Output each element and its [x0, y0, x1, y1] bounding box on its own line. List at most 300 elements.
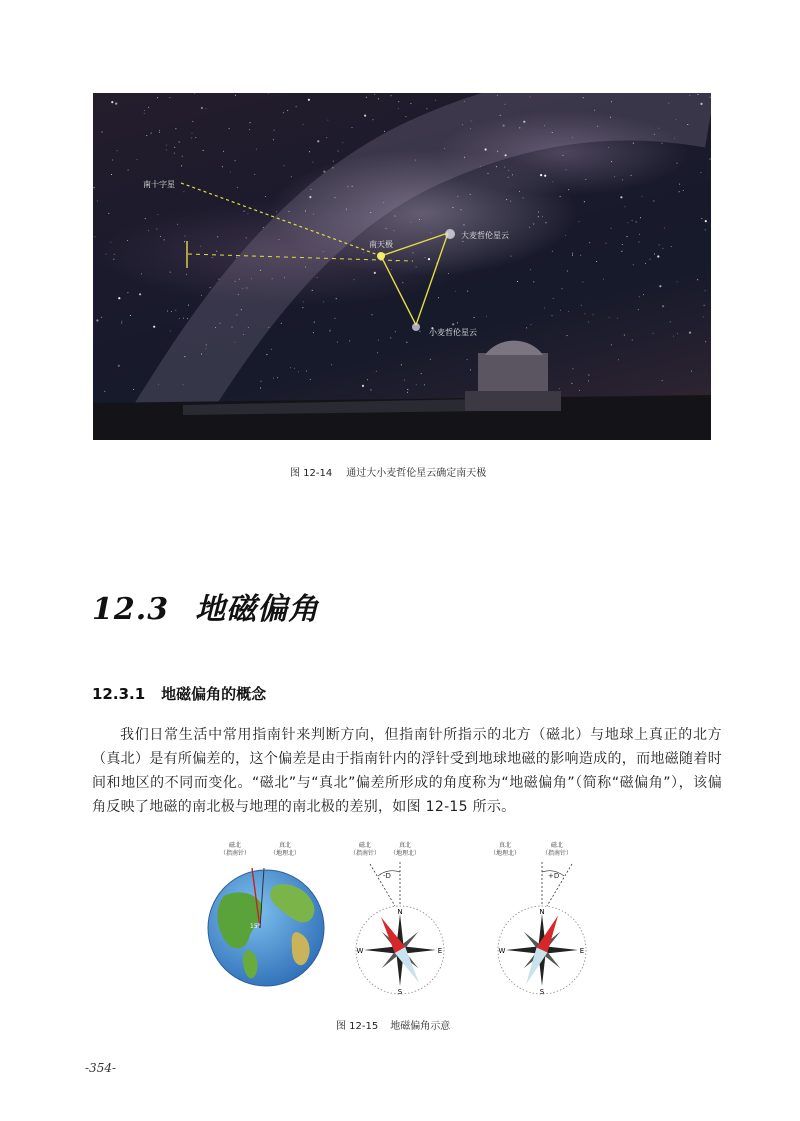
star	[679, 184, 680, 185]
star	[166, 145, 167, 146]
star	[407, 392, 408, 393]
compass-right-label-a-text: 真北	[499, 842, 512, 849]
star	[291, 176, 292, 177]
star	[639, 234, 640, 235]
star	[657, 255, 659, 257]
star	[617, 318, 618, 319]
star	[157, 97, 158, 98]
star	[488, 173, 489, 174]
globe-label-magnetic-north	[220, 842, 250, 858]
star	[378, 340, 379, 341]
star	[317, 140, 319, 142]
star	[111, 101, 113, 103]
star	[273, 139, 274, 140]
star	[367, 379, 368, 380]
star	[235, 95, 236, 96]
figure-number: 图 12-15	[336, 1021, 379, 1032]
star	[670, 321, 671, 322]
star	[330, 330, 331, 331]
star	[572, 253, 573, 254]
compass-right-n: N	[539, 908, 545, 916]
star	[246, 237, 247, 238]
star	[679, 191, 680, 192]
smc-cloud	[412, 323, 420, 331]
compass-right-e: E	[579, 947, 585, 955]
star	[186, 274, 187, 275]
star	[254, 174, 255, 175]
star	[236, 257, 237, 258]
star	[310, 379, 311, 380]
star	[603, 279, 604, 280]
star	[353, 279, 354, 280]
star	[108, 213, 109, 214]
globe-illustration	[204, 866, 328, 990]
star	[533, 281, 534, 282]
star	[580, 255, 581, 256]
star	[671, 246, 672, 247]
star	[470, 194, 471, 195]
star	[395, 331, 396, 332]
star	[632, 340, 633, 341]
star	[195, 137, 196, 138]
star	[97, 200, 98, 201]
star	[94, 187, 95, 188]
star	[174, 153, 175, 154]
sky-overlay	[93, 93, 711, 440]
star	[188, 305, 189, 306]
compass-left-magnetic-line	[370, 864, 395, 906]
page-number: -354-	[85, 1061, 117, 1075]
lmc-cloud	[445, 229, 455, 239]
star	[303, 124, 304, 125]
globe-label-true-north	[270, 842, 300, 858]
star	[526, 327, 527, 328]
compass-left-w: W	[356, 947, 364, 955]
star	[185, 236, 186, 237]
star	[523, 198, 524, 199]
star	[662, 305, 664, 307]
star	[560, 310, 561, 311]
star	[309, 151, 310, 152]
star	[334, 318, 335, 319]
star	[327, 120, 328, 121]
star	[455, 291, 456, 292]
star	[374, 94, 375, 95]
star	[144, 110, 145, 111]
star	[179, 318, 180, 319]
star	[194, 93, 195, 94]
star	[461, 209, 462, 210]
star	[448, 273, 449, 274]
star	[636, 222, 637, 223]
star	[645, 263, 646, 264]
star	[212, 257, 213, 258]
star	[664, 228, 665, 229]
globe-angle: 15°	[250, 923, 261, 930]
star	[638, 242, 639, 243]
night-sky-photo	[93, 93, 711, 440]
star	[486, 316, 487, 317]
star	[426, 108, 427, 109]
star	[102, 132, 103, 133]
star	[333, 161, 334, 162]
star	[579, 390, 580, 391]
star	[584, 313, 585, 314]
star	[654, 254, 655, 255]
star	[370, 390, 371, 391]
star	[567, 335, 568, 336]
star	[705, 220, 707, 222]
star	[113, 259, 114, 260]
star	[235, 160, 236, 161]
star	[419, 219, 420, 220]
compass-right-label-a-sub: （地理北）	[490, 850, 521, 857]
star	[210, 287, 211, 288]
star	[538, 212, 539, 213]
star	[201, 107, 203, 109]
star	[582, 282, 583, 283]
compass-right	[492, 862, 592, 1002]
star	[174, 147, 175, 148]
star	[608, 147, 609, 148]
star	[560, 196, 561, 197]
star	[101, 317, 102, 318]
star	[170, 331, 171, 332]
figure-12-14-caption	[290, 464, 486, 479]
star	[529, 227, 530, 228]
compass-right-s: S	[539, 988, 545, 996]
smc-line	[381, 256, 416, 325]
star	[175, 310, 176, 311]
star	[391, 95, 392, 96]
star	[622, 244, 623, 245]
compass-left-s: S	[397, 988, 403, 996]
star	[407, 389, 408, 390]
star	[303, 301, 304, 302]
star	[710, 159, 711, 160]
star	[342, 142, 343, 143]
star	[611, 228, 612, 229]
compass-right-label-b-text: 磁北	[551, 842, 564, 849]
star	[533, 224, 534, 225]
star	[566, 169, 567, 170]
star	[552, 315, 553, 316]
star	[137, 159, 138, 160]
star	[337, 342, 338, 343]
star	[588, 375, 589, 376]
star	[117, 150, 118, 151]
compass-left-label-a-sub: （指南针）	[350, 850, 381, 857]
star	[203, 150, 204, 151]
star	[430, 232, 431, 233]
star	[265, 196, 266, 197]
star	[281, 323, 282, 324]
star	[378, 98, 379, 99]
lmc-smc-line	[416, 233, 448, 325]
star	[94, 236, 95, 237]
star	[184, 241, 185, 242]
star	[146, 135, 147, 136]
star	[544, 175, 546, 177]
star	[474, 317, 475, 318]
star	[581, 305, 582, 306]
star	[390, 337, 391, 338]
star	[705, 290, 706, 291]
star	[627, 236, 628, 237]
star	[398, 108, 399, 109]
star	[183, 318, 184, 319]
star	[372, 314, 373, 315]
star	[584, 201, 585, 202]
star	[410, 103, 411, 104]
star	[425, 257, 426, 258]
star	[530, 269, 531, 270]
star	[430, 359, 431, 360]
star	[568, 189, 569, 190]
star	[642, 196, 643, 197]
star	[411, 222, 412, 223]
star	[373, 119, 374, 120]
subsection-title-text: 地磁偏角的概念	[161, 685, 267, 703]
star	[405, 116, 406, 117]
star	[435, 100, 436, 101]
star	[287, 110, 288, 111]
star	[260, 388, 261, 389]
star	[294, 368, 295, 369]
star	[276, 211, 277, 212]
star	[296, 106, 297, 107]
star	[398, 101, 399, 102]
star	[302, 307, 303, 308]
star	[546, 222, 547, 223]
star	[653, 333, 654, 334]
star	[314, 322, 315, 323]
star	[384, 131, 385, 132]
star	[331, 364, 332, 365]
star	[470, 369, 471, 370]
star	[374, 272, 376, 274]
star	[223, 151, 224, 152]
star	[611, 161, 612, 162]
star	[511, 256, 512, 257]
star	[96, 319, 98, 321]
star	[614, 176, 615, 177]
star	[643, 294, 644, 295]
star	[230, 171, 231, 172]
star	[273, 378, 274, 379]
star	[148, 230, 149, 231]
star	[144, 113, 145, 114]
star	[701, 218, 702, 219]
star	[691, 371, 692, 372]
star	[589, 242, 590, 243]
star	[662, 143, 663, 144]
star	[386, 228, 387, 229]
star	[517, 281, 518, 282]
star	[571, 383, 572, 384]
star	[352, 127, 353, 128]
star	[349, 340, 350, 341]
star	[187, 318, 188, 319]
star	[200, 246, 201, 247]
subsection-title	[92, 683, 266, 704]
star	[640, 217, 641, 218]
star	[169, 97, 170, 98]
compass-right-label-b-sub: （指南针）	[542, 850, 573, 857]
star	[271, 349, 272, 350]
star	[366, 97, 367, 98]
star	[588, 380, 589, 381]
star	[562, 155, 563, 156]
star	[662, 380, 663, 381]
compass-left-label-b	[390, 842, 420, 858]
star	[182, 156, 183, 157]
star	[141, 273, 142, 274]
star	[419, 331, 420, 332]
body-paragraph: 我们日常生活中常用指南针来判断方向，但指南针所指示的北方（磁北）与地球上真正的北方（真北）是有所偏差的，这个偏差是由于指南针内的浮针受到地球地磁的影响造成的，而地磁随着时间和地区的不同而变化。“磁北”与“真北”偏差所形成的角度称为“地磁偏角”（简称“磁偏角”），该偏角反映了地磁的南北极与地理的南北极的差别，如图 12-15 所示。	[92, 727, 722, 815]
star	[572, 368, 573, 369]
figure-12-15	[200, 836, 620, 1006]
star	[504, 167, 505, 168]
star	[404, 380, 405, 381]
star	[413, 252, 414, 253]
label-lmc: 大麦哲伦星云	[461, 231, 509, 240]
star	[179, 142, 180, 143]
star	[247, 213, 248, 214]
star	[104, 391, 105, 392]
star	[578, 221, 579, 222]
south-pole-marker	[377, 252, 385, 260]
star	[329, 331, 330, 332]
star	[593, 314, 594, 315]
compass-right-w: W	[498, 947, 506, 955]
star	[424, 384, 425, 385]
compass-left-label-a-text: 磁北	[359, 842, 372, 849]
star	[167, 311, 168, 312]
compass-right-label-b	[542, 842, 572, 858]
star	[609, 317, 610, 318]
compass-left-n: N	[397, 908, 403, 916]
observatory-dome	[485, 341, 543, 355]
star	[552, 181, 553, 182]
star	[406, 342, 407, 343]
star	[467, 359, 468, 360]
star	[127, 292, 128, 293]
star	[506, 199, 507, 200]
star	[677, 281, 678, 282]
star	[283, 165, 284, 166]
star	[171, 311, 172, 312]
star	[611, 344, 612, 345]
star	[205, 108, 206, 109]
section-title	[92, 584, 319, 628]
compass-right-angle: +D	[548, 872, 560, 880]
star	[268, 93, 269, 94]
star	[639, 296, 640, 297]
star	[627, 222, 628, 223]
star	[585, 179, 586, 180]
star	[115, 103, 117, 105]
star	[106, 254, 107, 255]
star	[562, 288, 563, 289]
star	[620, 196, 622, 198]
star	[697, 279, 698, 280]
observatory-base	[465, 391, 561, 411]
star	[568, 311, 569, 312]
star	[544, 307, 545, 308]
star	[588, 322, 589, 323]
star	[266, 354, 267, 355]
star	[496, 166, 497, 167]
star	[376, 371, 377, 372]
star	[112, 160, 113, 161]
milky-way-band	[153, 105, 711, 440]
star	[540, 174, 542, 176]
star	[148, 107, 149, 108]
star	[631, 175, 632, 176]
star	[705, 341, 706, 342]
star	[624, 206, 625, 207]
star	[313, 332, 314, 333]
star	[402, 282, 403, 283]
star	[452, 207, 453, 208]
star	[157, 214, 158, 215]
star	[312, 290, 313, 291]
star	[201, 295, 202, 296]
star	[229, 128, 230, 129]
star	[457, 196, 458, 197]
star	[249, 129, 250, 130]
star	[638, 309, 639, 310]
star	[673, 336, 674, 337]
star	[118, 297, 120, 299]
star	[114, 254, 115, 255]
star	[183, 191, 184, 192]
star	[596, 261, 597, 262]
star	[606, 243, 607, 244]
star	[216, 251, 217, 252]
star	[618, 359, 619, 360]
star	[559, 388, 560, 389]
star	[139, 293, 141, 295]
star	[624, 335, 625, 336]
star	[704, 305, 705, 306]
star	[192, 133, 193, 134]
compass-left-e: E	[437, 947, 443, 955]
star	[364, 115, 366, 117]
star	[705, 229, 706, 230]
label-smc: 小麦哲伦星云	[429, 328, 477, 337]
star	[467, 291, 468, 292]
star	[621, 251, 622, 252]
compass-left-label-b-text: 真北	[399, 842, 412, 849]
section-title-text: 地磁偏角	[195, 592, 320, 627]
star	[542, 216, 543, 217]
star	[677, 333, 678, 334]
star	[192, 121, 193, 122]
star	[177, 224, 178, 225]
star	[703, 316, 704, 317]
star	[677, 163, 678, 164]
star	[538, 216, 539, 217]
star	[118, 365, 120, 367]
star	[663, 248, 664, 249]
star	[153, 326, 155, 328]
star	[336, 298, 337, 299]
star	[530, 324, 531, 325]
star	[508, 170, 509, 171]
star	[338, 151, 339, 152]
